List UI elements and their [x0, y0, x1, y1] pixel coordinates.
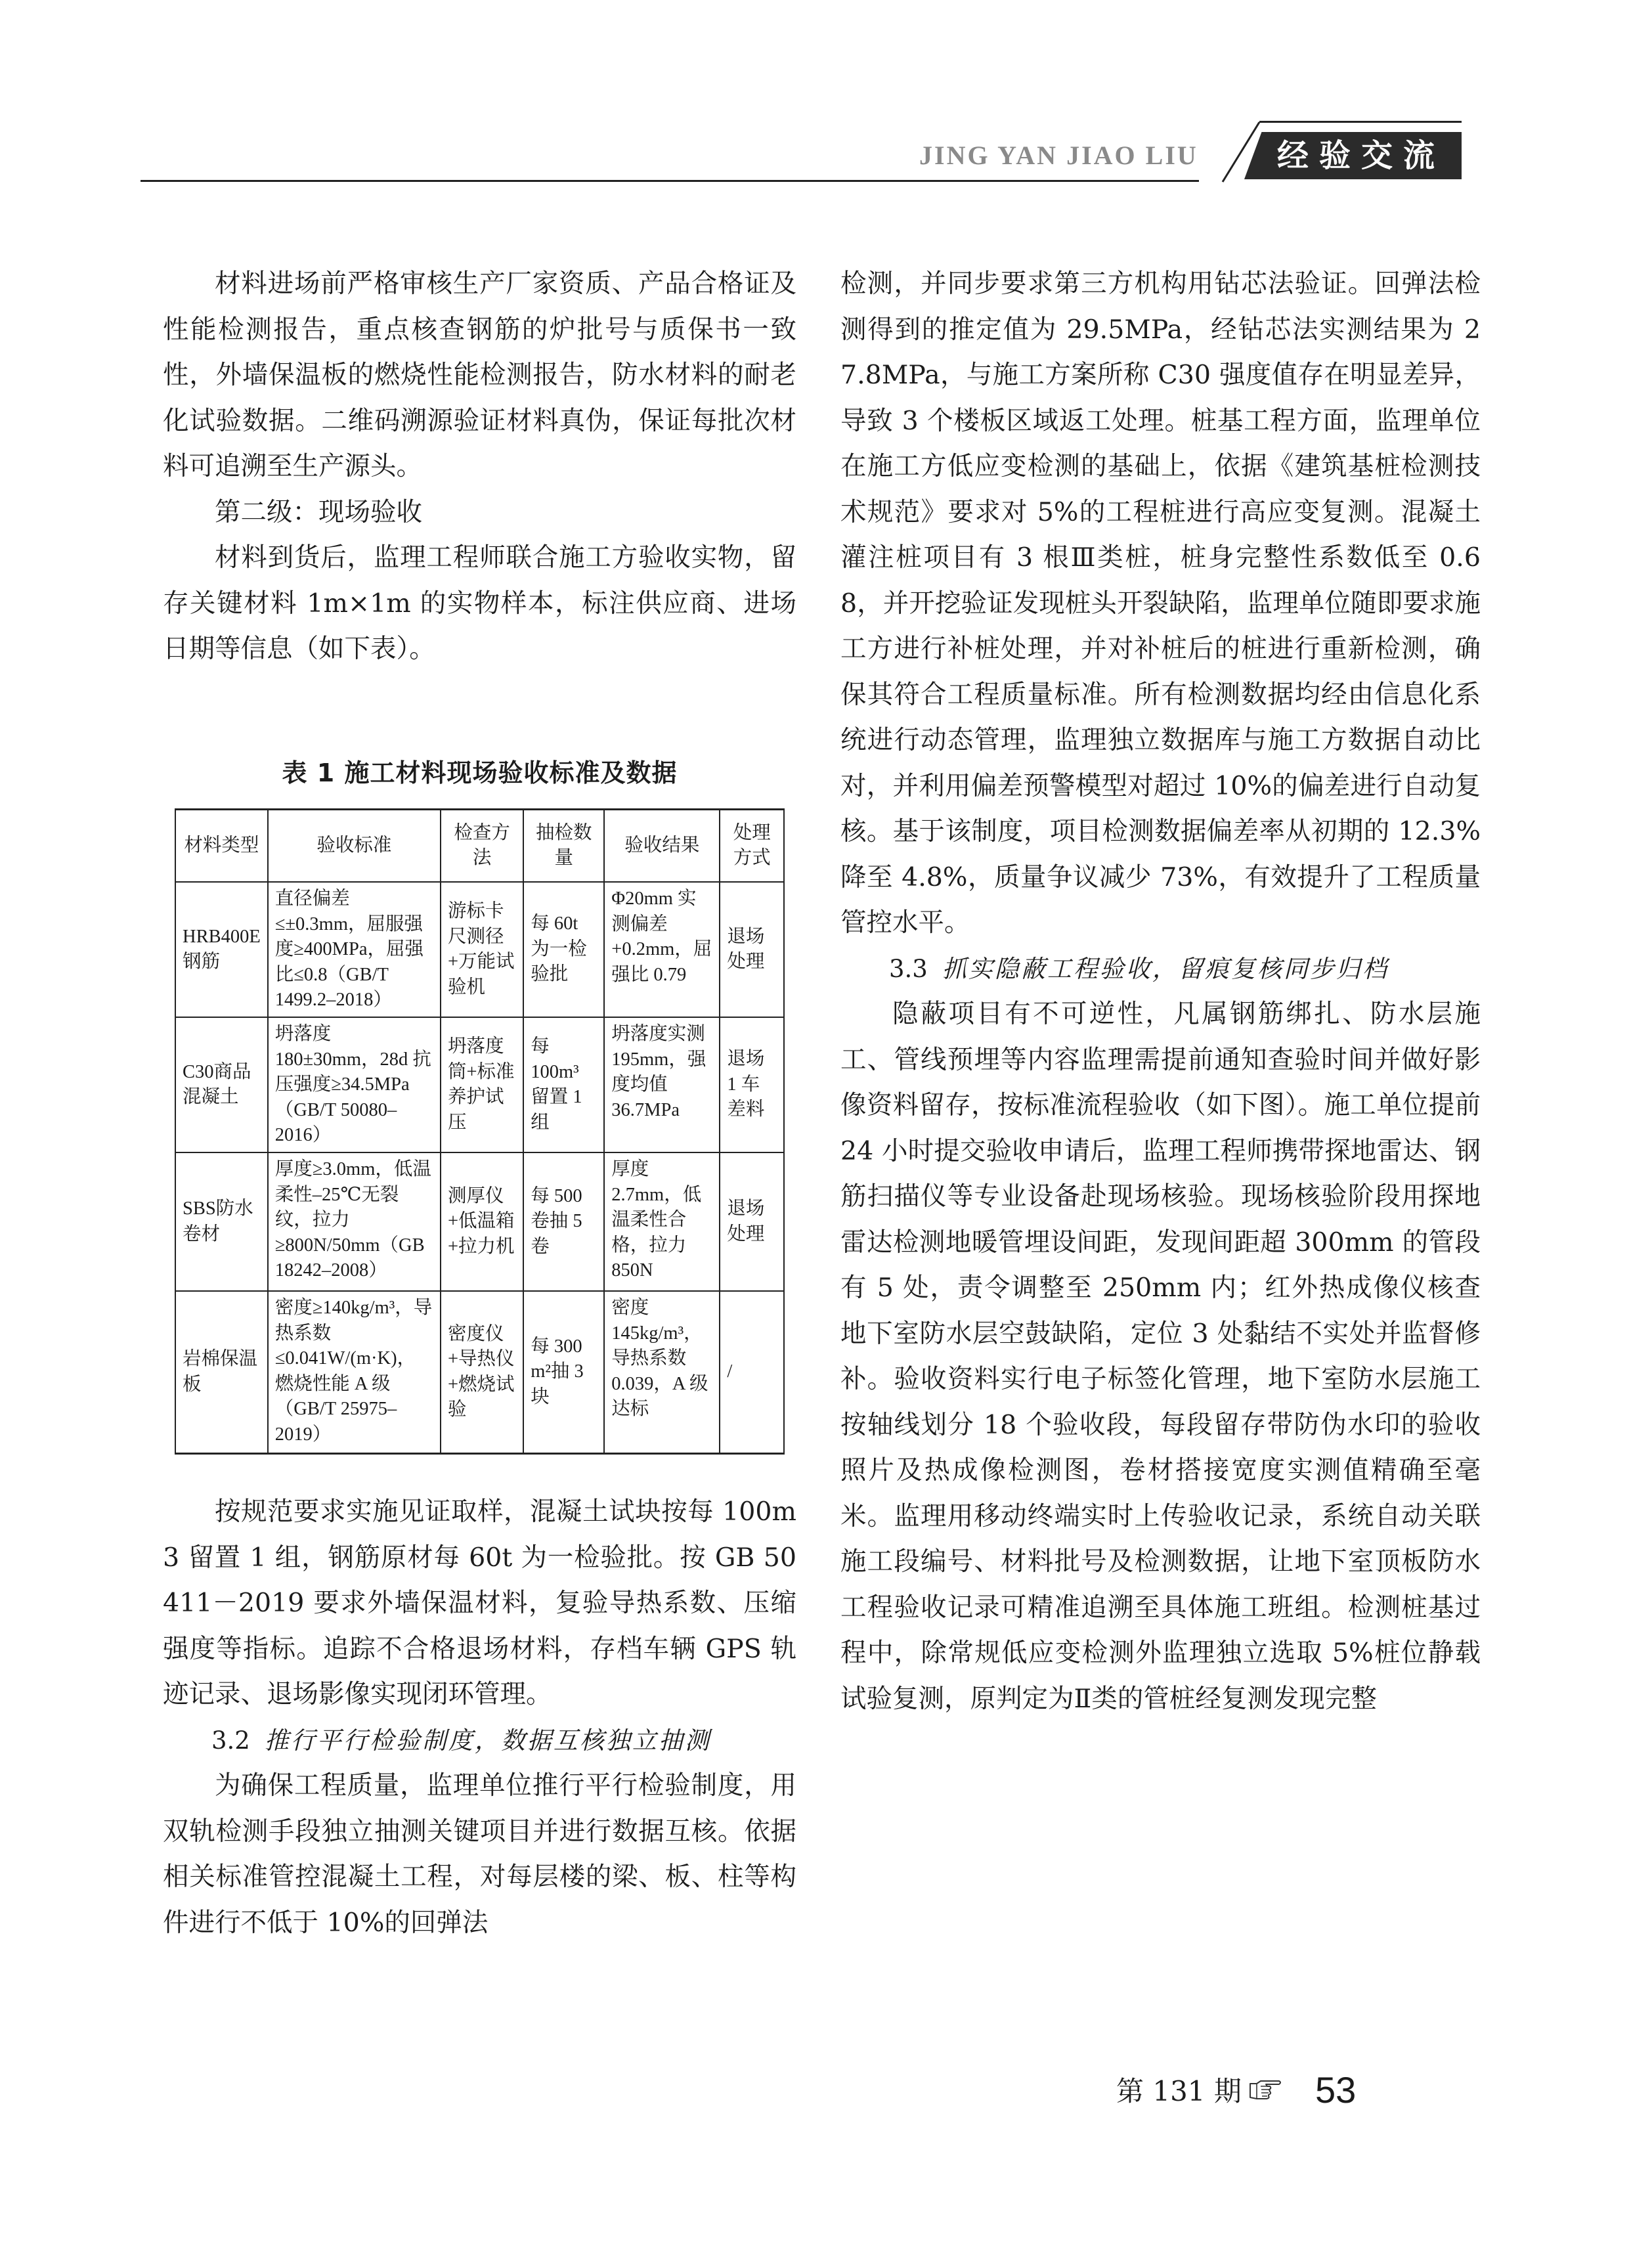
cell-material-type: 岩棉保温板 [175, 1291, 268, 1454]
section-title: 经验交流 [1277, 137, 1446, 174]
cell-standard: 密度≥140kg/m³，导热系数≤0.041W/(m·K)，燃烧性能 A 级（GB/T 25975–2019） [268, 1291, 441, 1454]
cell-result: 坍落度实测 195mm，强度均值 36.7MPa [604, 1017, 720, 1152]
left-column-lower [163, 1489, 796, 1946]
cell-action: 退场 1 车差料 [720, 1017, 784, 1152]
cell-result: 厚度 2.7mm，低温柔性合格，拉力 850N [604, 1152, 720, 1291]
left-column [163, 261, 796, 672]
cell-standard: 坍落度 180±30mm，28d 抗压强度≥34.5MPa（GB/T 50080–2016） [268, 1017, 441, 1152]
page-number: 53 [1315, 2069, 1357, 2111]
cell-sampling: 每 60t 为一检验批 [523, 882, 604, 1017]
section-heading-3-2 [163, 1718, 796, 1764]
table-row [175, 1291, 784, 1454]
cell-standard: 直径偏差≤±0.3mm，屈服强度≥400MPa，屈强比≤0.8（GB/T 1499.2–2018） [268, 882, 441, 1017]
cell-sampling: 每 100m³ 留置 1 组 [523, 1017, 604, 1152]
paragraph: 材料到货后，监理工程师联合施工方验收实物，留存关键材料 1m×1m 的实物样本，标注供应商、进场日期等信息（如下表）。 [163, 542, 796, 664]
section-title: 推行平行检验制度，数据互核独立抽测 [264, 1726, 711, 1755]
cell-action: 退场处理 [720, 1152, 784, 1291]
column-header: 验收结果 [604, 810, 720, 883]
table-row [175, 1017, 784, 1152]
section-heading-3-3 [840, 946, 1481, 992]
cell-standard: 厚度≥3.0mm，低温柔性–25℃无裂纹，拉力≥800N/50mm（GB 18242–2008） [268, 1152, 441, 1291]
cell-material-type: SBS防水卷材 [175, 1152, 268, 1291]
cell-method: 游标卡尺测径+万能试验机 [441, 882, 523, 1017]
paragraph: 按规范要求实施见证取样，混凝土试块按每 100m3 留置 1 组，钢筋原材每 60t 为一检验批。按 GB 50411－2019 要求外墙保温材料，复验导热系数、压缩强度等指标。追踪不合格退场材料，存档车辆 GPS 轨迹记录、退场影像实现闭环管理。 [163, 1497, 796, 1709]
column-header: 处理方式 [720, 810, 784, 883]
cell-material-type: HRB400E钢筋 [175, 882, 268, 1017]
pointing-hand-icon [1248, 2077, 1283, 2103]
cell-method: 密度仪+导热仪+燃烧试验 [441, 1291, 523, 1454]
cell-method: 测厚仪+低温箱+拉力机 [441, 1152, 523, 1291]
issue-number: 第 131 期 [1116, 2075, 1242, 2107]
paragraph: 材料进场前严格审核生产厂家资质、产品合格证及性能检测报告，重点核查钢筋的炉批号与质保书一致性，外墙保温板的燃烧性能检测报告，防水材料的耐老化试验数据。二维码溯源验证材料真伪，保证每批次材料可追溯至生产源头。 [163, 269, 796, 481]
cell-sampling: 每 500 卷抽 5 卷 [523, 1152, 604, 1291]
column-header: 检查方法 [441, 810, 523, 883]
cell-action: / [720, 1291, 784, 1454]
paragraph: 检测，并同步要求第三方机构用钻芯法验证。回弹法检测得到的推定值为 29.5MPa，经钻芯法实测结果为 27.8MPa，与施工方案所称 C30 强度值存在明显差异，导致 3 个楼板区域返工处理。桩基工程方面，监理单位在施工方低应变检测的基础上，依据《建筑基桩检测技术规范》要求对 5%的工程桩进行高应变复测。混凝土灌注桩项目有 3 根Ⅲ类桩，桩身完整性系数低至 0.68，并开挖验证发现桩头开裂缺陷，监理单位随即要求施工方进行补桩处理，并对补桩后的桩进行重新检测，确保其符合工程质量标准。所有检测数据均经由信息化系统进行动态管理，监理独立数据库与施工方数据自动比对，并利用偏差预警模型对超过 10%的偏差进行自动复核。基于该制度，项目检测数据偏差率从初期的 12.3%降至 4.8%，质量争议减少 73%，有效提升了工程质量管控水平。 [840, 269, 1481, 938]
table-row [175, 1152, 784, 1291]
section-number: 3.3 [889, 954, 928, 983]
section-title: 抓实隐蔽工程验收，留痕复核同步归档 [942, 954, 1389, 983]
cell-result: 密度 145kg/m³，导热系数 0.039，A 级达标 [604, 1291, 720, 1454]
cell-method: 坍落度筒+标准养护试压 [441, 1017, 523, 1152]
header-top-rule [1259, 121, 1462, 123]
table-caption: 表 1 施工材料现场验收标准及数据 [282, 758, 678, 787]
cell-action: 退场处理 [720, 882, 784, 1017]
materials-acceptance-table [175, 808, 785, 1455]
column-header: 抽检数量 [523, 810, 604, 883]
right-column [840, 261, 1481, 1722]
subheading: 第二级：现场验收 [215, 496, 422, 527]
column-header: 材料类型 [175, 810, 268, 883]
table-row [175, 882, 784, 1017]
table-header-row [175, 810, 784, 883]
cell-result: Φ20mm 实测偏差+0.2mm，屈强比 0.79 [604, 882, 720, 1017]
header-rule [141, 180, 1199, 182]
paragraph: 隐蔽项目有不可逆性，凡属钢筋绑扎、防水层施工、管线预埋等内容监理需提前通知查验时间并做好影像资料留存，按标准流程验收（如下图）。施工单位提前 24 小时提交验收申请后，监理工程师携带探地雷达、钢筋扫描仪等专业设备赴现场核验。现场核验阶段用探地雷达检测地暖管埋设间距，发现间距超 300mm 的管段有 5 处，责令调整至 250mm 内；红外热成像仪核查地下室防水层空鼓缺陷，定位 3 处黏结不实处并监督修补。验收资料实行电子标签化管理，地下室防水层施工按轴线划分 18 个验收段，每段留存带防伪水印的验收照片及热成像检测图，卷材搭接宽度实测值精确至毫米。监理用移动终端实时上传验收记录，系统自动关联施工段编号、材料批号及检测数据，让地下室顶板防水工程验收记录可精准追溯至具体施工班组。检测桩基过程中，除常规低应变检测外监理独立选取 5%桩位静载试验复测，原判定为Ⅱ类的管桩经复测发现完整 [840, 999, 1481, 1714]
column-header: 验收标准 [268, 810, 441, 883]
section-number: 3.2 [211, 1726, 250, 1755]
section-pinyin: JING YAN JIAO LIU [919, 141, 1198, 170]
cell-sampling: 每 300 m²抽 3 块 [523, 1291, 604, 1454]
cell-material-type: C30商品混凝土 [175, 1017, 268, 1152]
paragraph: 为确保工程质量，监理单位推行平行检验制度，用双轨检测手段独立抽测关键项目并进行数据互核。依据相关标准管控混凝土工程，对每层楼的梁、板、柱等构件进行不低于 10%的回弹法 [163, 1770, 796, 1938]
